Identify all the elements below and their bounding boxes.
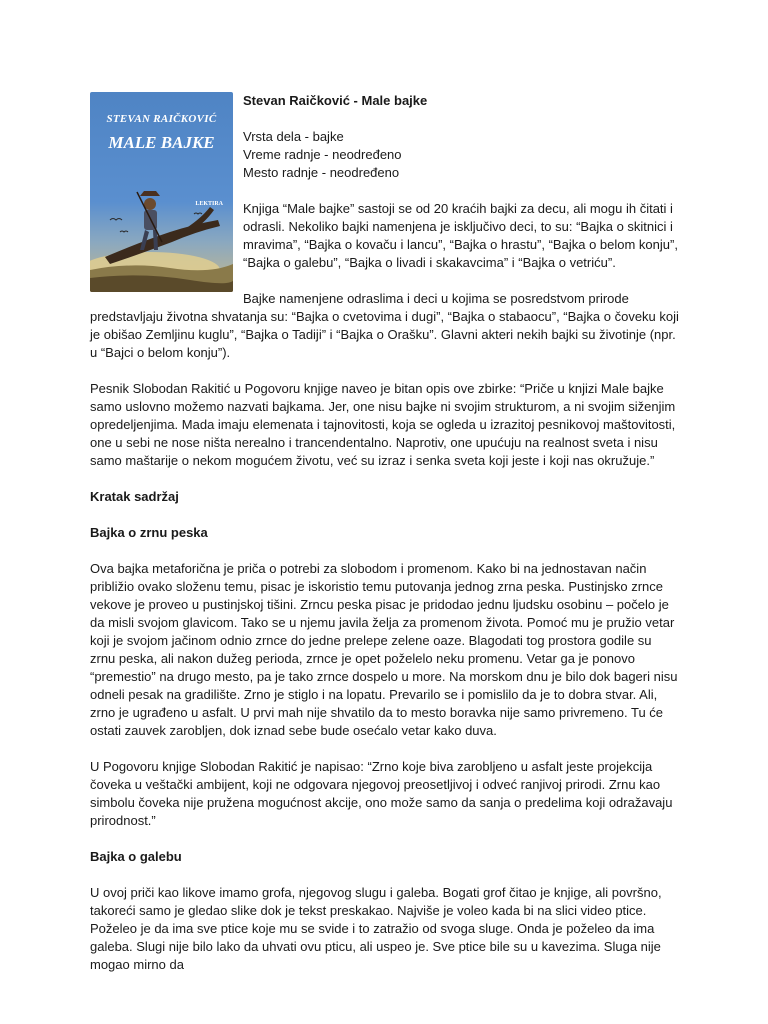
paragraph-seagull-story: U ovoj priči kao likove imamo grofa, njegovog slugu i galeba. Bogati grof čitao je knjige, ali površno, takoreći samo je gledao slike dok je tekst preskakao. Najviše je voleo kada bi na slici video ptice. Poželeo je da ima sve ptice koje mu se svide i to zatražio od svoga sluge. Onda je poželeo da ima galeba. Slugi nije bilo lako da uhvati ovu pticu, ali uspeo je. Sve ptice bile su u kavezima. Sluga nije mogao mirno da xyxy=(90,885,662,972)
book-cover-image xyxy=(90,92,233,292)
paragraph-sand-story: Ova bajka metaforična je priča o potrebi za slobodom i promenom. Kako bi na jednostavan način približio ovako složenu temu, pisac je iskoristio temu putovanja jednog zrna peska. Pustinjsko zrnce vekove je proveo u pustinjskoj tišini. Zrncu peska pisac je pridodao jednu ljudsku osobinu – počelo je da misli svojom glavicom. Tako se u njemu javila želja za promenom života. Pomoć mu je pružio vetar koji je svojom jačinom odnio zrnce do jedne prelepe zelene oaze. Blagodati tog prostora godile su zrnu peska, ali nakon dužeg perioda, zrnce je opet poželelo neku promenu. Vetar ga je ponovo “premestio” na drugo mesto, pa je tako zrnce dospelo u more. Na morskom dnu je bilo dok bageri nisu odneli pesak na gradilište. Zrno je stiglo i na lopatu. Prevarilo se i pomislilo da je to dobra stvar. Ali, zrno je ugrađeno u asfalt. U prvi mah nije shvatilo da to mesto boravka nije samo privremeno. Tu će ostati zauvek zarobljen, dok iznad sebe bude osećalo vetar kako duva. xyxy=(90,561,678,738)
document-page xyxy=(90,92,680,974)
document-title: Stevan Raičković - Male bajke xyxy=(243,93,428,108)
meta-place: Mesto radnje - neodređeno xyxy=(243,165,400,180)
paragraph-adult-tales: Bajke namenjene odraslima i deci u kojima se posredstvom prirode predstavljaju životna shvatanja su: “Bajka o cvetovima i dugi”, “Bajka o stabaocu”, “Bajka o čoveku koji je obišao Zemljinu kuglu”, “Bajka o Tadiji” i “Bajka o Orašku”. Glavni akteri nekih bajki su životinje (npr. u “Bajci o belom konju”). xyxy=(90,291,679,360)
meta-time: Vreme radnje - neodređeno xyxy=(243,147,402,162)
paragraph-afterword: Pesnik Slobodan Rakitić u Pogovoru knjige naveo je bitan opis ove zbirke: “Priče u knjizi Male bajke samo uslovno možemo nazvati bajkama. Jer, one nisu bajke ni svojim strukturom, a ni svojim siženjim opredeljenjima. Mada imaju elemenata i tajnovitosti, koja se ogleda u izrazitoj pesnikovoj maštovitosti, one u sebi ne nose ništa nerealno i trancendentalno. Naprotiv, one upućuju na realnost sveta i nisu samo maštarije o nekom mogućem životu, već su izraz i senka sveta koji jeste i koji nas okružuje.” xyxy=(90,381,676,468)
meta-genre: Vrsta dela - bajke xyxy=(243,129,344,144)
cover-title: MALE BAJKE xyxy=(108,133,215,152)
section-heading-sand: Bajka o zrnu peska xyxy=(90,525,208,540)
section-heading-seagull: Bajka o galebu xyxy=(90,849,182,864)
paragraph-intro: Knjiga “Male bajke” sastoji se od 20 kraćih bajki za decu, ali mogu ih čitati i odrasli. Nekoliko bajki namenjena je isključivo deci, to su: “Bajka o skitnici i mravima”, “Bajka o kovaču i lancu”, “Bajka o hrastu”, “Bajka o belom konju”, “Bajka o galebu”, “Bajka o livadi i skakavcima” i “Bajka o vetriću”. xyxy=(243,201,678,270)
cover-author: STEVAN RAIČKOVIĆ xyxy=(106,113,217,125)
cover-publisher-label: LEKTIRA xyxy=(195,201,223,207)
paragraph-sand-afterword: U Pogovoru knjige Slobodan Rakitić je napisao: “Zrno koje biva zarobljeno u asfalt jeste projekcija čoveka u veštački ambijent, koji ne odgovara njegovoj preosetljivoj i odveć ranjivoj prirodi. Zrnu kao simbolu čoveka nije pružena mogućnost akcije, ono može samo da sanja o predelima koji odražavaju prirodnost.” xyxy=(90,759,673,828)
section-heading-summary: Kratak sadržaj xyxy=(90,489,179,504)
